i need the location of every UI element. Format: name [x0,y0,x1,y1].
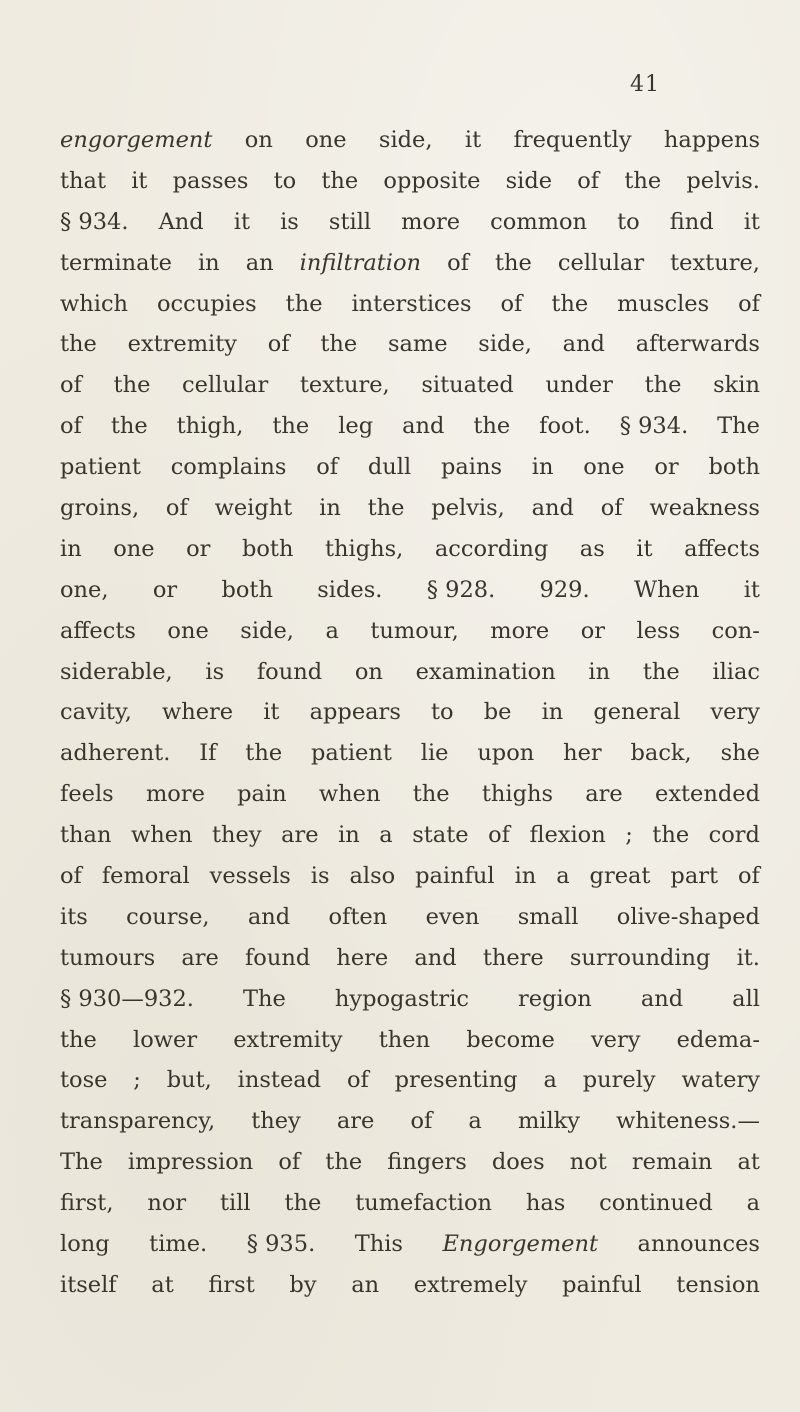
word: region [518,985,592,1012]
word: of [447,249,469,276]
word: more [490,617,550,644]
word: tumours [60,944,156,971]
text-line [60,284,760,325]
word: the [245,740,283,767]
word: a [379,822,393,849]
word: found [256,658,323,685]
text-line [60,529,760,570]
word: the [285,290,323,317]
word: the [284,1190,322,1217]
word: even [425,903,480,930]
word: very [590,1026,641,1053]
word: cavity, [60,699,132,726]
word: the [321,167,359,194]
word: milky [517,1108,581,1135]
word: thighs [481,781,554,808]
word: sides. [317,576,383,603]
word: § 934. [619,413,689,440]
word: The [243,985,286,1012]
word: pelvis, [431,495,505,522]
word: of [60,413,82,440]
word: muscles [617,290,710,317]
word: general [593,699,681,726]
word: the [642,658,680,685]
word: itself [60,1271,117,1298]
word: are [281,822,319,849]
word: also [349,863,396,890]
word: vessels [209,863,291,890]
word: of [316,454,339,481]
word: dull [367,454,412,481]
word: an [245,249,274,276]
word: find [669,208,714,235]
word: edema- [676,1026,760,1053]
word: The [717,413,760,440]
word: long [60,1231,110,1258]
word: presenting [394,1067,518,1094]
text-line [60,979,760,1020]
word: it [636,535,653,562]
word: texture, [299,372,390,399]
word: where [161,699,234,726]
word: one, [60,576,109,603]
word: and [402,413,445,440]
word: § 930—932. [60,985,194,1012]
word: side, [378,127,433,153]
word: in [514,863,537,890]
word: continued [599,1190,713,1217]
text-line [60,570,760,611]
word: one [305,127,347,153]
word: both [241,535,294,562]
word: affects [60,617,136,644]
word: § 935. [246,1231,316,1258]
word: the [367,495,405,522]
word: leg [338,413,374,440]
word: of [410,1108,433,1135]
word: thigh, [176,413,244,440]
word: upon [477,740,535,767]
word: cord [708,822,760,849]
word: side [505,167,553,194]
word: opposite [383,167,481,194]
text-line [60,1224,760,1265]
word: feels [60,781,114,808]
text-line [60,938,760,979]
word: foot. [539,413,591,440]
text-line [60,1265,760,1306]
word: This [354,1231,403,1258]
word: impression [127,1149,254,1176]
word: the [320,331,358,358]
text-line [60,120,760,161]
word: extremely [413,1271,528,1298]
word: of [600,495,623,522]
word: transparency, [60,1108,216,1135]
word: a [556,863,570,890]
word: very [710,699,760,726]
word: it [131,167,148,194]
text-line [60,652,760,693]
word: first [208,1271,255,1298]
text-line [60,324,760,365]
word: has [525,1190,566,1217]
word: interstices [351,290,472,317]
word: When [633,576,700,603]
word: are [585,781,623,808]
word: of [737,863,760,890]
word: but, [166,1067,212,1094]
word: examination [415,658,556,685]
text-line [60,733,760,774]
word: in [197,249,220,276]
word: her [563,740,602,767]
word: to [431,699,454,726]
word: ; [133,1067,141,1094]
italic-word: Engorgement [442,1231,599,1258]
word: tumefaction [355,1190,492,1217]
text-line [60,161,760,202]
word: great [589,863,651,890]
word: the [412,781,450,808]
word: still [328,208,372,235]
word: complains [170,454,287,481]
word: terminate [60,249,172,276]
word: as [579,535,605,562]
word: purely [582,1067,656,1094]
word: in [531,454,554,481]
word: the [495,249,532,276]
text-line [60,1101,760,1142]
word: small [517,903,579,930]
text-line [60,243,760,284]
word: here [336,944,389,971]
word: appears [309,699,401,726]
word: adherent. [60,740,171,767]
text-line [60,1142,760,1183]
word: be [483,699,512,726]
word: part [670,863,719,890]
word: it [233,208,251,235]
italic-word: engorgement [60,127,213,153]
text-line [60,365,760,406]
text-line [60,406,760,447]
word: patient [311,740,392,767]
word: or [152,576,178,603]
word: remain [631,1149,713,1176]
text-line [60,774,760,815]
word: in [541,699,564,726]
word: in [319,495,341,522]
word: tumour, [370,617,459,644]
word: of [60,863,82,890]
word: that [60,167,106,194]
word: of [267,331,290,358]
word: and [640,985,684,1012]
word: tension [676,1271,760,1298]
word: situated [421,372,514,399]
word: ; [625,822,633,849]
word: happens [663,127,760,153]
word: and [414,944,457,971]
word: its [60,903,88,930]
word: nor [147,1190,187,1217]
word: the [473,413,511,440]
word: fingers [387,1149,467,1176]
word: pelvis. [686,167,760,194]
text-line [60,1183,760,1224]
word: in [338,822,360,849]
word: it [743,208,760,235]
word: when [318,781,381,808]
word: is [310,863,330,890]
text-line [60,1060,760,1101]
word: not [569,1149,607,1176]
word: tose [60,1067,108,1094]
word: iliac [712,658,760,685]
word: lower [133,1026,198,1053]
word: femoral [101,863,190,890]
word: there [482,944,544,971]
word: back, [630,740,692,767]
word: of [488,822,510,849]
word: state [412,822,469,849]
word: The [60,1149,103,1176]
word: or [186,535,211,562]
word: one [583,454,625,481]
word: on [354,658,383,685]
word: frequently [513,127,632,153]
word: the [551,290,589,317]
word: one [167,617,209,644]
word: in [60,535,82,562]
text-line [60,897,760,938]
word: the [624,167,662,194]
word: passes [172,167,249,194]
word: are [181,944,219,971]
text-line [60,1020,760,1061]
word: which [60,290,129,317]
word: time. [149,1231,208,1258]
word: more [401,208,461,235]
word: they [212,822,262,849]
word: skin [713,372,760,399]
word: side, [478,331,532,358]
word: it. [736,944,760,971]
word: of [738,290,760,317]
word: the [325,1149,363,1176]
word: a [746,1190,760,1217]
word: a [468,1108,482,1135]
word: and [247,903,291,930]
word: it [263,699,280,726]
word: extended [655,781,760,808]
word: hypogastric [334,985,469,1012]
text-line [60,611,760,652]
word: § 928. [426,576,496,603]
word: con- [711,617,760,644]
text-line [60,856,760,897]
word: extremity [233,1026,343,1053]
word: a [325,617,339,644]
word: 929. [539,576,590,603]
word: the [644,372,682,399]
word: afterwards [635,331,760,358]
word: announces [637,1231,760,1258]
word: it [464,127,482,153]
word: does [491,1149,545,1176]
word: thighs, [324,535,404,562]
word: same [387,331,448,358]
word: surrounding [569,944,711,971]
word: affects [684,535,760,562]
word: siderable, [60,658,173,685]
word: side, [240,617,294,644]
word: or [654,454,679,481]
word: then [378,1026,431,1053]
word: weight [214,495,293,522]
word: cellular [557,249,645,276]
word: course, [126,903,210,930]
word: often [328,903,388,930]
word: in [588,658,611,685]
word: or [580,617,606,644]
word: on [244,127,273,153]
word: become [466,1026,555,1053]
word: cellular [182,372,269,399]
word: weakness [649,495,760,522]
word: the [110,413,148,440]
word: they [251,1108,301,1135]
word: according [434,535,549,562]
word: till [220,1190,251,1217]
word: than [60,822,112,849]
word: found [244,944,311,971]
word: more [145,781,205,808]
word: instead [237,1067,322,1094]
word: olive-shaped [616,903,760,930]
word: the [113,372,151,399]
word: it [743,576,760,603]
word: at [151,1271,174,1298]
text-line [60,488,760,529]
word: by [289,1271,317,1298]
word: watery [681,1067,760,1094]
word: she [720,740,760,767]
word: less [636,617,681,644]
word: all [732,985,760,1012]
italic-word: infiltration [299,249,422,276]
word: of [278,1149,301,1176]
word: is [280,208,299,235]
word: of [165,495,188,522]
text-line [60,815,760,856]
word: of [500,290,523,317]
word: groins, [60,495,140,522]
word: extremity [127,331,237,358]
word: at [737,1149,760,1176]
word: lie [420,740,449,767]
word: pain [237,781,287,808]
word: and [562,331,605,358]
word: the [652,822,690,849]
text-line [60,202,760,243]
word: If [199,740,217,767]
word: the [272,413,310,440]
word: under [545,372,613,399]
word: the [60,1026,97,1053]
body-text [60,120,760,1306]
word: and [531,495,574,522]
word: occupies [157,290,257,317]
text-line [60,447,760,488]
word: a [543,1067,557,1094]
text-line [60,692,760,733]
word: of [60,372,82,399]
word: And [158,208,204,235]
word: first, [60,1190,114,1217]
page-number: 41 [630,72,660,97]
word: both [221,576,273,603]
word: the [60,331,97,358]
word: to [617,208,640,235]
word: to [273,167,297,194]
word: painful [415,863,495,890]
word: pains [440,454,502,481]
word: flexion [529,822,606,849]
word: are [336,1108,375,1135]
word: whiteness.— [616,1108,760,1135]
word: both [708,454,760,481]
word: is [205,658,225,685]
word: an [351,1271,380,1298]
word: of [346,1067,369,1094]
word: when [130,822,193,849]
word: texture, [670,249,760,276]
word: of [577,167,600,194]
word: painful [562,1271,642,1298]
word: common [490,208,588,235]
word: patient [60,454,141,481]
word: § 934. [60,208,129,235]
word: one [113,535,155,562]
